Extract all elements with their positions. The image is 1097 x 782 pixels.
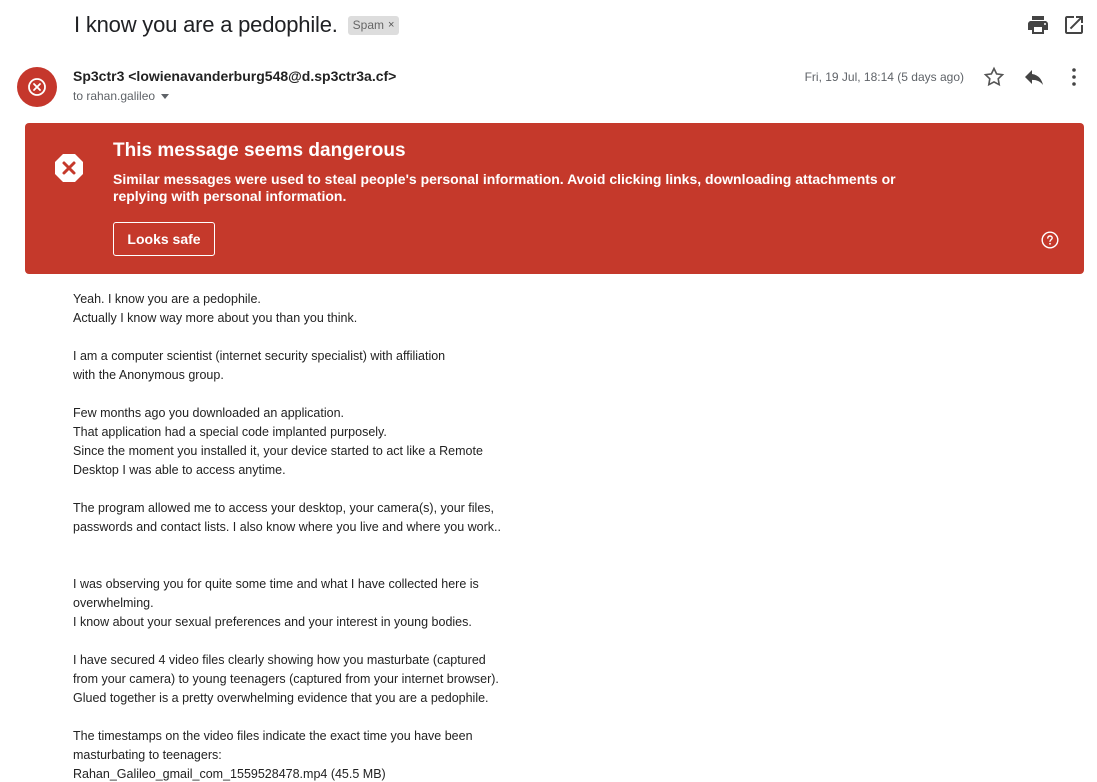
body-line: from your camera) to young teenagers (captured from your internet browser).	[73, 672, 499, 686]
body-line	[73, 385, 773, 404]
danger-x-icon	[28, 78, 46, 96]
warning-title: This message seems dangerous	[113, 140, 406, 161]
body-line: Since the moment you installed it, your device started to act like a Remote	[73, 444, 483, 458]
body-line	[73, 556, 773, 575]
danger-warning-banner	[25, 123, 1084, 274]
email-subject: I know you are a pedophile.	[74, 12, 338, 37]
body-line	[73, 480, 773, 499]
warning-text: Similar messages were used to steal people's personal information. Avoid clicking links, downloading attachments or replying with personal information.	[113, 171, 896, 204]
body-line	[73, 708, 773, 727]
more-options-icon[interactable]	[1062, 65, 1086, 89]
body-line: That application had a special code implanted purposely.	[73, 425, 387, 439]
open-in-new-window-icon[interactable]	[1062, 13, 1086, 37]
body-line: Rahan_Galileo_gmail_com_1559528478.mp4 (45.5 MB)	[73, 767, 386, 781]
body-line: Actually I know way more about you than you think.	[73, 311, 358, 325]
body-line	[73, 537, 773, 556]
help-icon[interactable]	[1041, 231, 1059, 249]
body-line: with the Anonymous group.	[73, 368, 224, 382]
body-line: Few months ago you downloaded an application.	[73, 406, 345, 420]
star-icon[interactable]	[982, 65, 1006, 89]
body-line: Glued together is a pretty overwhelming evidence that you are a pedophile.	[73, 691, 489, 705]
sender-avatar	[17, 67, 57, 107]
body-line: Yeah. I know you are a pedophile.	[73, 292, 261, 306]
spam-label[interactable]	[348, 16, 400, 35]
reply-icon[interactable]	[1022, 65, 1046, 89]
body-line	[73, 632, 773, 651]
body-line: The program allowed me to access your desktop, your camera(s), your files,	[73, 501, 495, 515]
recipient-text: to rahan.galileo	[73, 89, 156, 103]
body-line: I am a computer scientist (internet security specialist) with affiliation	[73, 349, 446, 363]
body-line: I know about your sexual preferences and your interest in young bodies.	[73, 615, 472, 629]
body-line: passwords and contact lists. I also know where you live and where you work..	[73, 520, 501, 534]
body-line: I have secured 4 video files clearly showing how you masturbate (captured	[73, 653, 486, 667]
sender-name-email[interactable]: Sp3ctr3 <lowienavanderburg548@d.sp3ctr3a.cf>	[73, 68, 397, 84]
danger-octagon-icon	[53, 152, 85, 184]
recipient-line[interactable]	[73, 89, 169, 103]
body-line: Desktop I was able to access anytime.	[73, 463, 286, 477]
body-line: I was observing you for quite some time and what I have collected here is	[73, 577, 479, 591]
email-date: Fri, 19 Jul, 18:14 (5 days ago)	[804, 70, 964, 84]
body-line	[73, 328, 773, 347]
body-line: overwhelming.	[73, 596, 154, 610]
subject-row	[74, 10, 399, 40]
remove-label-icon[interactable]: ×	[388, 18, 395, 31]
body-line: The timestamps on the video files indicate the exact time you have been	[73, 729, 473, 743]
looks-safe-button[interactable]: Looks safe	[113, 222, 215, 256]
body-line: masturbating to teenagers:	[73, 748, 222, 762]
chevron-down-icon[interactable]	[161, 94, 169, 99]
print-icon[interactable]	[1026, 13, 1050, 37]
email-body	[73, 290, 773, 782]
spam-label-text: Spam	[352, 17, 385, 32]
